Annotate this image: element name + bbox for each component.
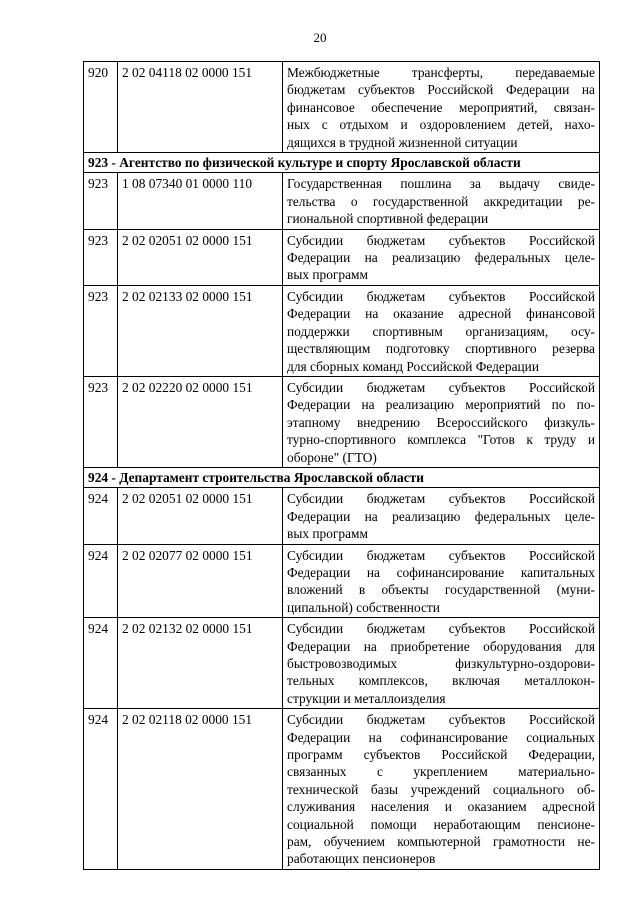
table-row xyxy=(84,62,600,153)
description-line: вых программ xyxy=(287,526,368,542)
budget-code-cell: 2 02 02051 02 0000 151 xyxy=(118,229,283,285)
description-line: обороне" (ГТО) xyxy=(287,449,377,465)
table-row xyxy=(84,229,600,285)
description-line: дящихся в трудной жизненной ситуации xyxy=(287,134,518,150)
admin-code-cell: 924 xyxy=(84,544,118,618)
description-line: Федерации на оказание адресной финансовой xyxy=(287,306,595,322)
description-line: Федерации на приобретение оборудования для xyxy=(287,638,595,654)
admin-code-cell: 920 xyxy=(84,62,118,153)
budget-classification-table xyxy=(83,61,600,870)
description-line: ципальной) собственности xyxy=(287,599,440,615)
budget-code-cell: 1 08 07340 01 0000 110 xyxy=(118,173,283,229)
page-number: 20 xyxy=(313,30,327,45)
description-line: Субсидии бюджетам субъектов Российской xyxy=(287,621,595,637)
description-line: тельства о государственной аккредитации ре- xyxy=(287,193,595,209)
admin-code-cell: 924 xyxy=(84,488,118,544)
description-cell xyxy=(283,285,600,376)
description-line: тельных комплексов, включая металлокон- xyxy=(287,673,595,689)
budget-code-cell: 2 02 02051 02 0000 151 xyxy=(118,488,283,544)
description-line: вых программ xyxy=(287,267,368,283)
description-line: Субсидии бюджетам субъектов Российской xyxy=(287,491,595,507)
budget-code-cell: 2 02 02132 02 0000 151 xyxy=(118,618,283,709)
budget-code-cell: 2 02 02118 02 0000 151 xyxy=(118,709,283,870)
admin-code-cell: 923 xyxy=(84,285,118,376)
description-cell xyxy=(283,488,600,544)
description-line: гиональной спортивной федерации xyxy=(287,211,489,227)
description-line: Федерации на софинансирование капитальных xyxy=(287,564,595,580)
table-row xyxy=(84,285,600,376)
section-header-row xyxy=(84,467,600,487)
section-title: 923 - Агентство по физической культуре и спорту Ярославской области xyxy=(84,153,600,173)
description-line: служивания населения и оказанием адресной xyxy=(287,799,595,815)
description-cell xyxy=(283,62,600,153)
description-line: струкции и металлоизделия xyxy=(287,690,446,706)
description-cell xyxy=(283,376,600,467)
admin-code-cell: 924 xyxy=(84,709,118,870)
description-line: поддержки спортивным организациям, осу- xyxy=(287,323,595,339)
budget-code-cell: 2 02 02133 02 0000 151 xyxy=(118,285,283,376)
description-line: турно-спортивного комплекса "Готов к труду и xyxy=(287,432,595,448)
admin-code-cell: 923 xyxy=(84,173,118,229)
description-line: Субсидии бюджетам субъектов Российской xyxy=(287,379,595,395)
description-line: Федерации на реализацию федеральных целе- xyxy=(287,508,595,524)
description-line: работающих пенсионеров xyxy=(287,851,436,867)
description-line: Субсидии бюджетам субъектов Российской xyxy=(287,288,595,304)
description-line: финансовое обеспечение мероприятий, связан- xyxy=(287,99,595,115)
budget-code-cell: 2 02 04118 02 0000 151 xyxy=(118,62,283,153)
description-line: быстровозводимых физкультурно-оздорови- xyxy=(287,656,595,671)
description-line: Государственная пошлина за выдачу свиде- xyxy=(287,176,595,192)
description-line: Межбюджетные трансферты, передаваемые xyxy=(287,65,595,80)
admin-code-cell: 923 xyxy=(84,229,118,285)
table-row xyxy=(84,618,600,709)
description-line: ных с отдыхом и оздоровлением детей, нахо- xyxy=(287,117,595,133)
description-line: Федерации на софинансирование социальных xyxy=(287,729,595,745)
description-line: Субсидии бюджетам субъектов Российской xyxy=(287,547,595,563)
description-line: социальной помощи неработающим пенсионе- xyxy=(287,816,595,832)
description-line: вложений в объекты государственной (муни- xyxy=(287,582,595,598)
description-line: связанных с укреплением материально- xyxy=(287,764,595,780)
description-line: ществляющим подготовку спортивного резерва xyxy=(287,341,595,357)
description-cell xyxy=(283,544,600,618)
description-line: бюджетам субъектов Российской Федерации на xyxy=(287,82,595,98)
description-line: этапному внедрению Всероссийского физкуль- xyxy=(287,414,595,430)
description-line: Федерации на реализацию федеральных целе- xyxy=(287,250,595,266)
description-line: Федерации на реализацию мероприятий по по- xyxy=(287,397,595,413)
table-body xyxy=(84,62,600,870)
table-row xyxy=(84,488,600,544)
admin-code-cell: 924 xyxy=(84,618,118,709)
description-line: для сборных команд Российской Федерации xyxy=(287,358,540,374)
admin-code-cell: 923 xyxy=(84,376,118,467)
description-line: рам, обучением компьютерной грамотности не- xyxy=(287,834,595,850)
table-row xyxy=(84,376,600,467)
description-cell xyxy=(283,173,600,229)
description-line: технической базы учреждений социального об- xyxy=(287,781,595,797)
budget-code-cell: 2 02 02220 02 0000 151 xyxy=(118,376,283,467)
description-line: Субсидии бюджетам субъектов Российской xyxy=(287,712,595,728)
description-cell xyxy=(283,618,600,709)
description-cell xyxy=(283,709,600,870)
description-line: Субсидии бюджетам субъектов Российской xyxy=(287,232,595,248)
section-header-row xyxy=(84,153,600,173)
table-row xyxy=(84,709,600,870)
table-row xyxy=(84,544,600,618)
description-cell xyxy=(283,229,600,285)
section-title: 924 - Департамент строительства Ярославской области xyxy=(84,467,600,487)
description-line: программ субъектов Российской Федерации, xyxy=(287,747,595,763)
budget-code-cell: 2 02 02077 02 0000 151 xyxy=(118,544,283,618)
table-row xyxy=(84,173,600,229)
